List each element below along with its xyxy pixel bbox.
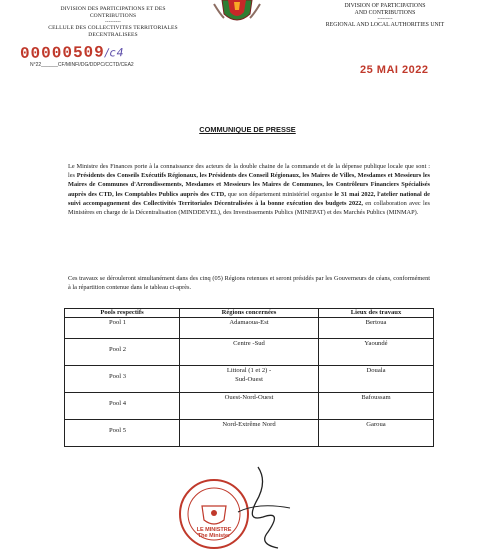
header-right-line: DIVISION OF PARTICIPATIONS — [344, 3, 426, 9]
paragraph-bold: Présidents des Conseils Exécutifs Régionaux, les Présidents des Conseil Régionaux, les Maires de Villes, Mesdames et Messieurs les Maires de Communes d'Arrondissements, Mesdames et Messieurs les Maires de Communes, les Contrôleurs Financiers Spécialisés auprès des CTD, les Comptables Publics auprès des CTD, — [68, 172, 430, 198]
paragraph-text: Le Ministre des Finances porte à la connaissance des acteurs de la double chaine de la commande et de la dépense publique locale que sont : les — [68, 163, 430, 180]
seal-title: LE MINISTRE — [196, 527, 232, 533]
table-cell: Pool 3 — [65, 366, 180, 393]
table-cell: Littoral (1 et 2) - Sud-Ouest — [180, 366, 319, 393]
header-left-line: CELLULE DES COLLECTIVITES TERRITORIALES — [48, 25, 178, 31]
column-header: Régions concernées — [180, 309, 319, 318]
table-cell: Yaoundé — [319, 339, 434, 366]
header-left-separator: --------- — [105, 20, 121, 25]
header-left — [18, 6, 208, 39]
reference-line: N°22______CF/MINFI/DG/DDPC/CCTD/CEA2 — [30, 62, 134, 68]
table-cell: Ouest-Nord-Ouest — [180, 393, 319, 420]
table-row — [65, 420, 434, 447]
header-right-line: REGIONAL AND LOCAL AUTHORITIES UNIT — [325, 22, 445, 28]
seal-subtitle: The Minister — [197, 533, 231, 539]
table-cell: Nord-Extrême Nord — [180, 420, 319, 447]
table-cell: Bafoussam — [319, 393, 434, 420]
header-right — [300, 3, 470, 29]
table-cell: Centre -Sud — [180, 339, 319, 366]
paragraph-text: en collaboration avec les Ministères en charge de la Décentralisation (MINDDEVEL), des Investissements Publics (MINEPAT) et des Marchés Publics (MINMAP). — [68, 199, 430, 217]
handwritten-annotation: /c4 — [104, 46, 125, 60]
table-header-row — [65, 309, 434, 318]
table-row — [65, 366, 434, 393]
table-cell: Pool 1 — [65, 318, 180, 339]
table-cell: Bertoua — [319, 318, 434, 339]
header-right-line: AND CONTRIBUTIONS — [354, 10, 416, 16]
header-left-line: DECENTRALISEES — [88, 32, 138, 38]
header-left-line: CONTRIBUTIONS — [89, 13, 137, 19]
date-stamp: 25 MAI 2022 — [360, 64, 429, 76]
table-cell: Adamaoua-Est — [180, 318, 319, 339]
page-title: COMMUNIQUE DE PRESSE — [199, 125, 296, 134]
table-row — [65, 339, 434, 366]
seal-caption — [176, 527, 252, 539]
pools-table — [64, 308, 434, 447]
body-paragraph-1 — [68, 162, 430, 217]
paragraph-text: que son département ministériel organise — [225, 190, 335, 198]
header-left-line: DIVISION DES PARTICIPATIONS ET DES — [60, 6, 166, 12]
table-row — [65, 393, 434, 420]
coat-of-arms-icon — [210, 0, 264, 24]
header-right-separator: --------- — [377, 17, 393, 22]
table-cell: Pool 5 — [65, 420, 180, 447]
table-cell: Pool 4 — [65, 393, 180, 420]
table-cell: Douala — [319, 366, 434, 393]
table-row — [65, 318, 434, 339]
table-cell: Pool 2 — [65, 339, 180, 366]
paragraph-bold: le 31 mai 2022, l'atelier national de suivi accompagnement des Collectivités Territoriales Décentralisées à la bonne exécution des budgets 2022, — [68, 190, 430, 207]
table-cell: Garoua — [319, 420, 434, 447]
column-header: Pools respectifs — [65, 309, 180, 318]
registration-number: 00000509 — [19, 43, 105, 63]
registration-stamp — [20, 43, 125, 63]
body-paragraph-2: Ces travaux se dérouleront simultanément dans des cinq (05) Régions retenues et seront présidés par les Gouverneurs de céans, conformément à la répartition contenue dans le tableau ci-après. — [68, 275, 430, 292]
column-header: Lieux des travaux — [319, 309, 434, 318]
